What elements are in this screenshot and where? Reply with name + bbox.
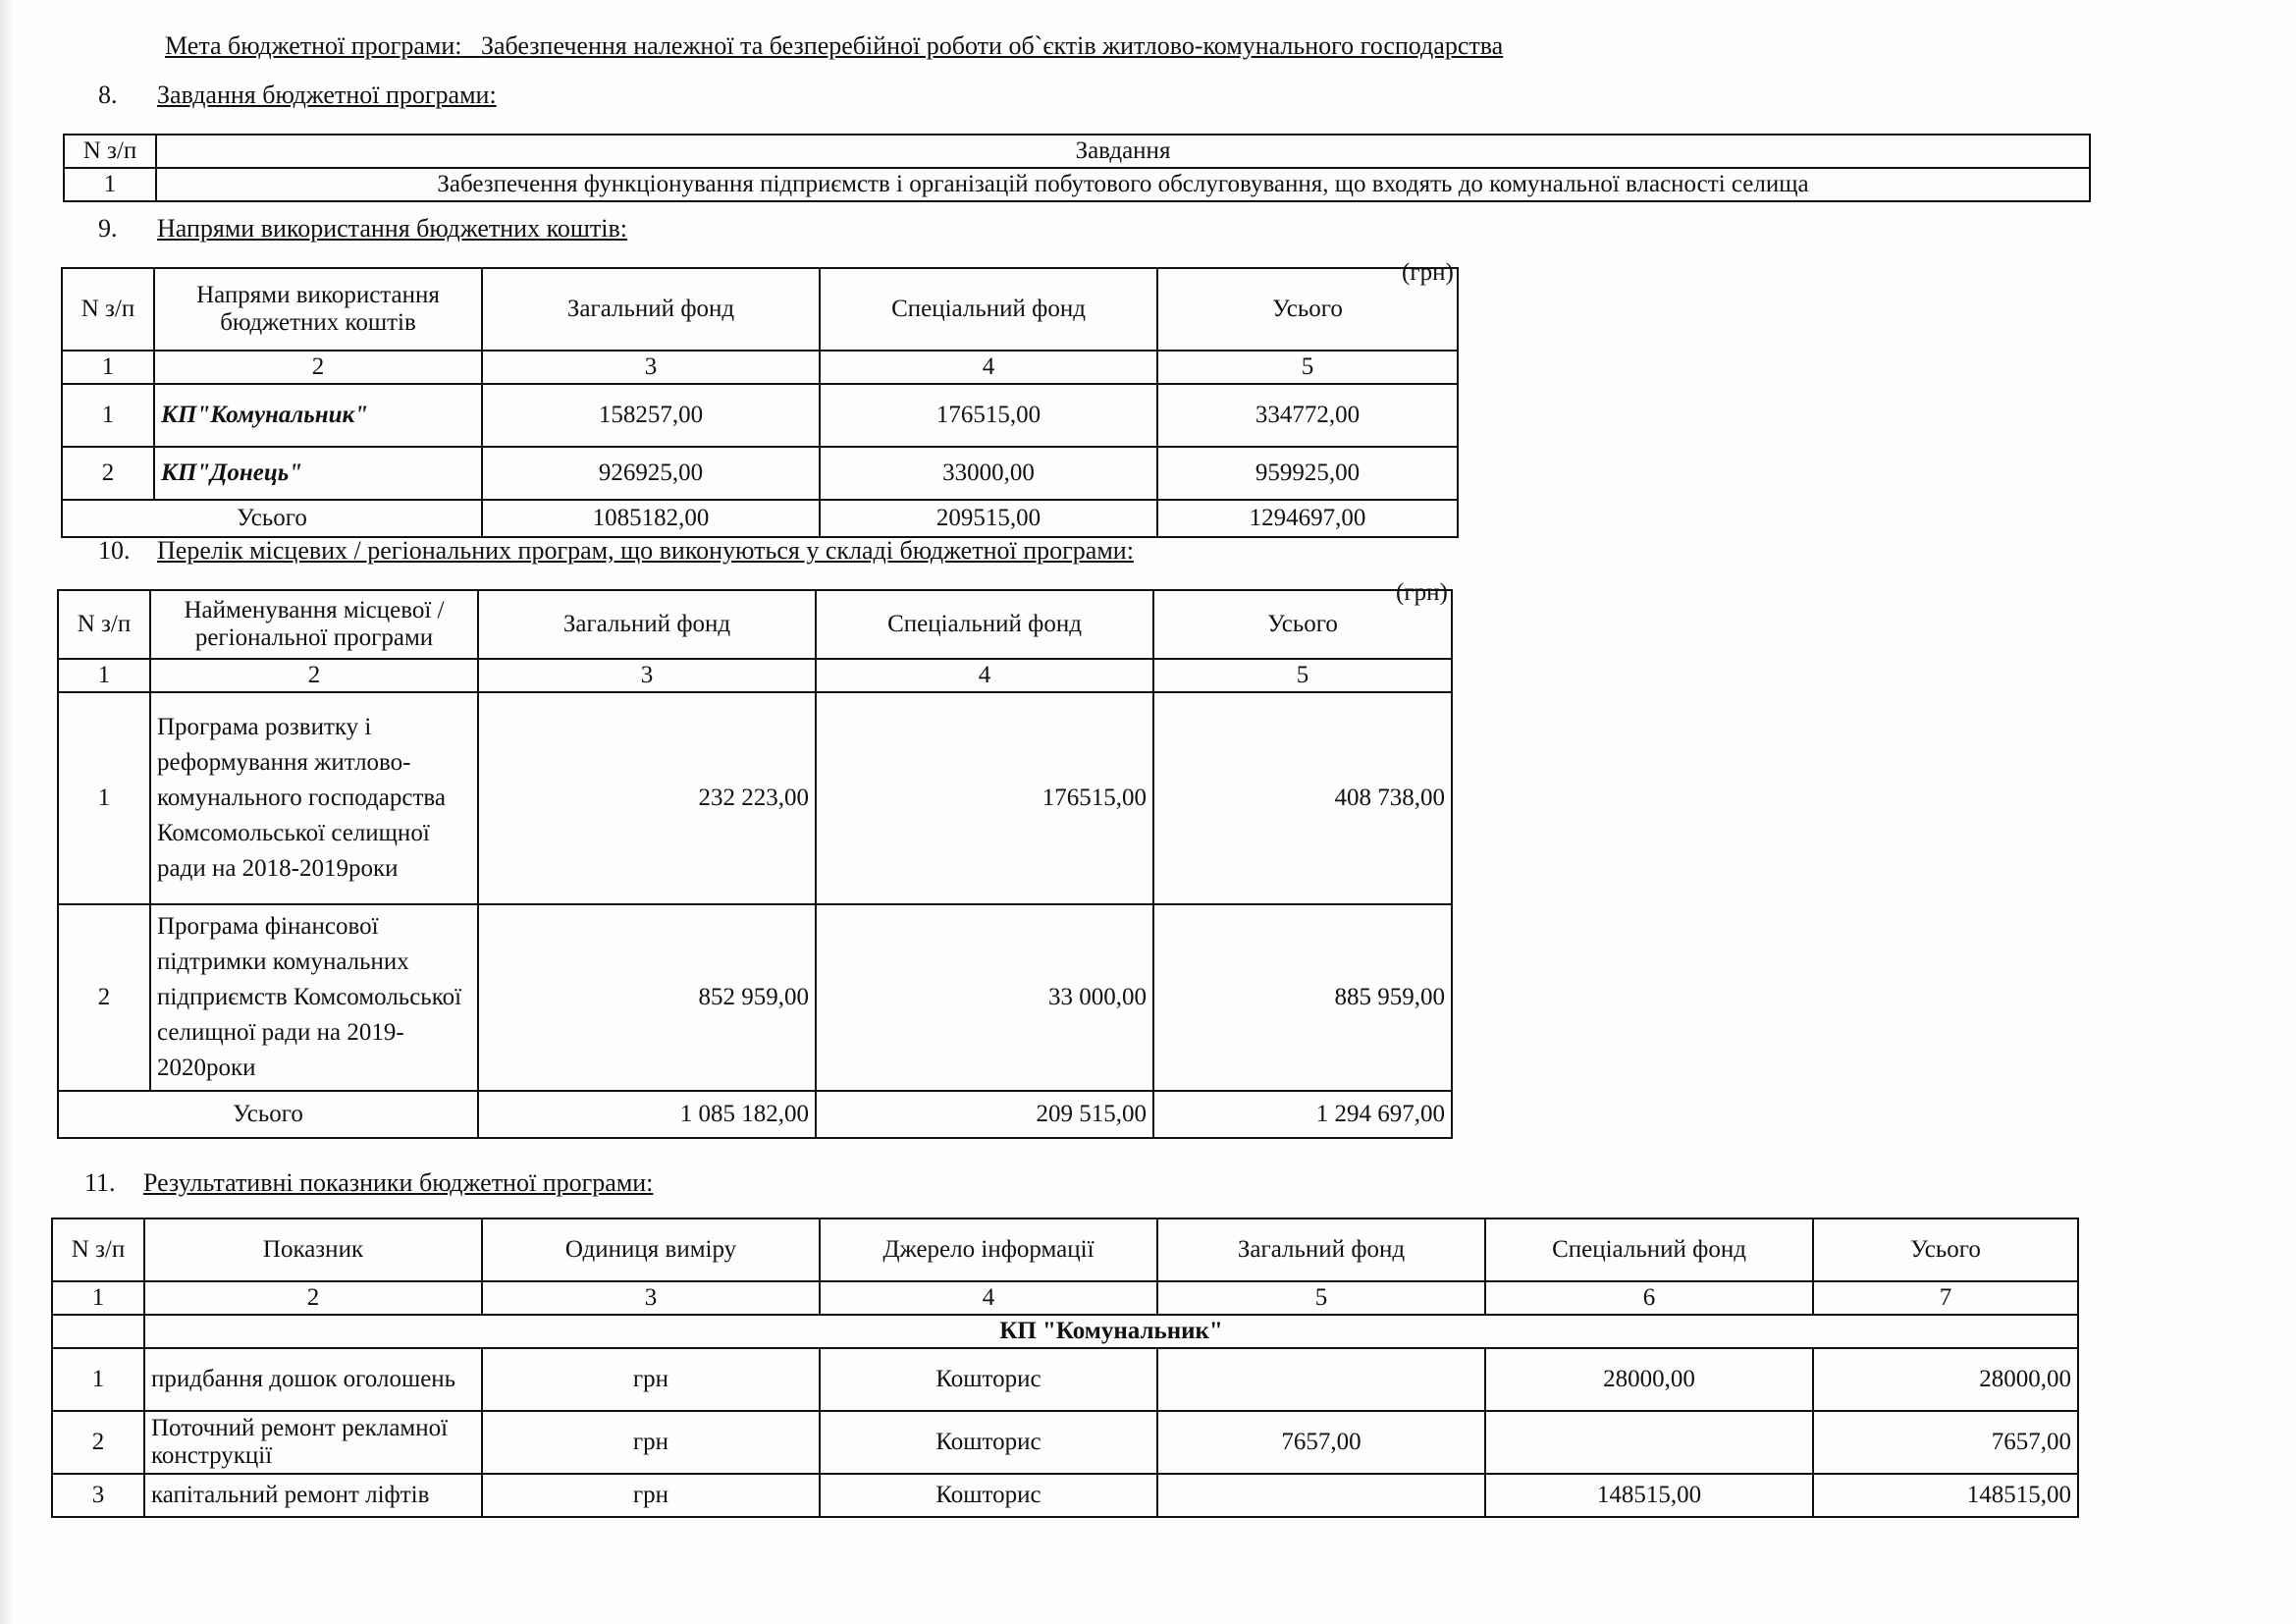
- program-purpose: [165, 31, 1503, 61]
- table-row: 2 Поточний ремонт рекламної конструкції грн Кошторис 7657,00 7657,00: [52, 1411, 2078, 1474]
- tasks-table: N з/п Завдання 1 Забезпечення функціонування підприємств і організацій побутового обслуговування, що входять до комунальної власності селища: [63, 134, 2091, 202]
- table-row: 1 придбання дошок оголошень грн Кошторис 28000,00 28000,00: [52, 1348, 2078, 1411]
- section-8-heading: 8. Завдання бюджетної програми:: [98, 81, 497, 109]
- total-row: Усього 1085182,00 209515,00 1294697,00: [62, 500, 1458, 537]
- section-10-title: Перелік місцевих / регіональних програм, що виконуються у складі бюджетної програми:: [157, 536, 1134, 565]
- total-row: Усього 1 085 182,00 209 515,00 1 294 697,00: [58, 1091, 1452, 1138]
- section-11-heading: 11. Результативні показники бюджетної програми:: [84, 1168, 654, 1197]
- group-row: КП "Комунальник": [52, 1315, 2078, 1348]
- section-9-title: Напрями використання бюджетних коштів:: [157, 214, 628, 243]
- table-row: 1 Програма розвитку і реформування житлово-комунального господарства Комсомольської селищної ради на 2018-2019роки 232 223,00 176515,00 408 738,00: [58, 692, 1452, 904]
- programs-table: N з/п Найменування місцевої / регіональної програми Загальний фонд Спеціальний фонд Усього 1 2 3 4 5 1 Програма розвитку і реформування житлово-комунального господарства Комсомольської селищної ради на 2018-2019роки 232 223,00 176515,00 408 738,00 2 Програма фінансової підтримки комунальних підприємств Комсомольської селищної ради на 2019-2020роки 852 959,00 33 000,00 885 959,00 Усього 1 085 182,00 209 515,00 1 294 697,00: [57, 589, 1453, 1139]
- section-9-unit: (грн): [1402, 259, 1454, 286]
- table-row: 3 капітальний ремонт ліфтів грн Кошторис 148515,00 148515,00: [52, 1474, 2078, 1517]
- purpose-text: Забезпечення належної та безперебійної роботи об`єктів житлово-комунального господарства: [480, 31, 1504, 60]
- table-row: 1 КП"Комунальник" 158257,00 176515,00 334772,00: [62, 384, 1458, 447]
- purpose-label: Мета бюджетної програми:: [165, 31, 462, 60]
- table-row: 2 КП"Донець" 926925,00 33000,00 959925,00: [62, 447, 1458, 500]
- table-row: 2 Програма фінансової підтримки комунальних підприємств Комсомольської селищної ради на 2019-2020роки 852 959,00 33 000,00 885 959,00: [58, 904, 1452, 1091]
- directions-table: N з/п Напрями використання бюджетних коштів Загальний фонд Спеціальний фонд Усього 1 2 3 4 5 1 КП"Комунальник" 158257,00 176515,00 334772,00 2 КП"Донець" 926925,00 33000,00 959925,00 Усього 1085182,00 209515,00 1294697,00: [61, 267, 1459, 538]
- section-10-unit: (грн): [1396, 579, 1448, 606]
- section-11-title: Результативні показники бюджетної програми:: [143, 1168, 654, 1197]
- scan-edge: [0, 0, 14, 1624]
- indicators-table: N з/п Показник Одиниця виміру Джерело інформації Загальний фонд Спеціальний фонд Усього 1 2 3 4 5 6 7 КП "Комунальник" 1 придбання дошок оголошень грн Кошторис 28000,00 28000,00 2 Поточний ремонт рекламної конструкції грн Кошторис 7657,00 7657,00 3 капітальний ремонт ліфтів грн Кошторис 148515,00 148515,00: [51, 1218, 2079, 1518]
- section-8-title: Завдання бюджетної програми:: [157, 81, 497, 109]
- section-9-heading: 9. Напрями використання бюджетних коштів:: [98, 214, 628, 243]
- section-10-heading: 10. Перелік місцевих / регіональних програм, що виконуються у складі бюджетної програми:: [98, 536, 1134, 565]
- table-row: 1 Забезпечення функціонування підприємств і організацій побутового обслуговування, що входять до комунальної власності селища: [64, 168, 2090, 201]
